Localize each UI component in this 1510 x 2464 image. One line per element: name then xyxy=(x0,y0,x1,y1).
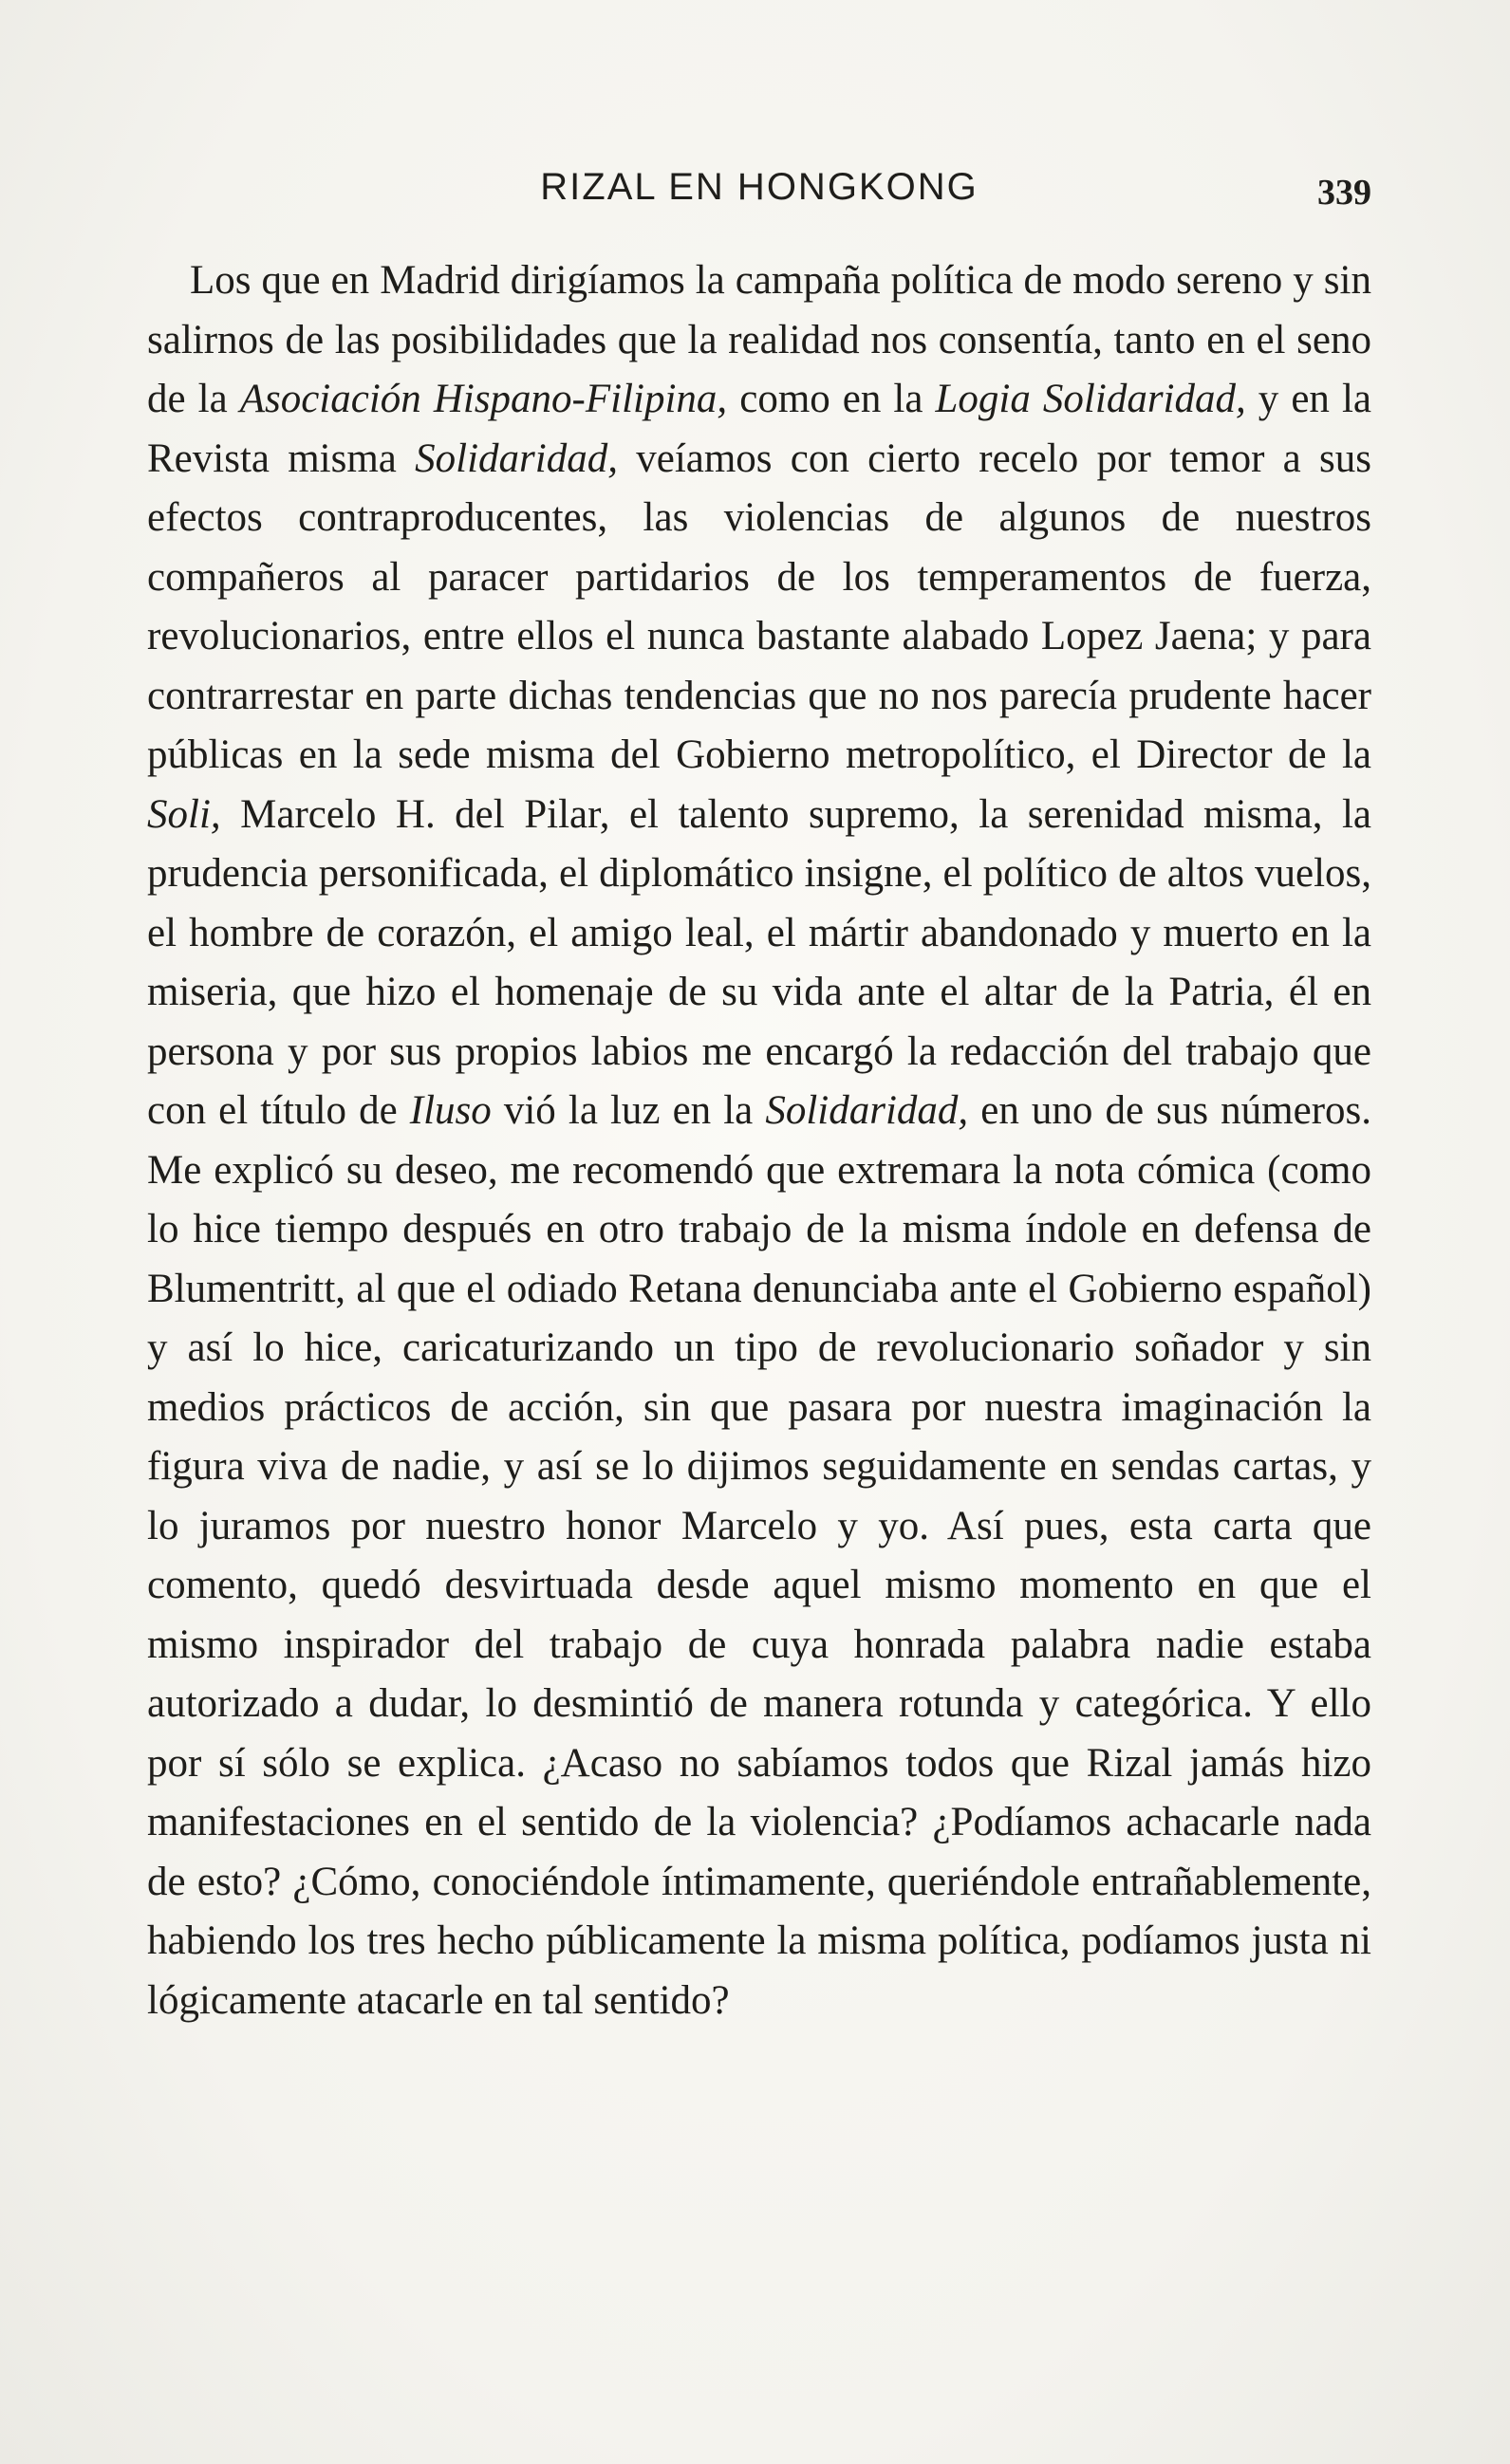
page-number: 339 xyxy=(1317,173,1371,213)
text-run: vió la luz en la xyxy=(491,1088,766,1133)
text-run: Marcelo H. del Pilar, el talento supremo, la serenidad misma, la prudencia personificada, el diplomático insigne, el político de altos vuelos, el hombre de corazón, el amigo leal, el mártir abandonado y muerto en la miseria, que hizo el homenaje de su vida ante el altar de la Patria, él en persona y por sus propios labios me encargó la redacción del trabajo que con el título de xyxy=(147,791,1371,1133)
running-head xyxy=(147,166,1371,223)
italic-title-soli: Soli, xyxy=(147,791,221,837)
running-title: RIZAL EN HONGKONG xyxy=(540,166,979,208)
text-run: en uno de sus números. Me explicó su deseo, me recomendó que extremara la nota cómica (como lo hice tiempo después en otro trabajo de la misma índole en defensa de Blumentritt, al que el odiado Retana denunciaba ante el Gobierno español) y así lo hice, caricaturizando un tipo de revolucionario soñador y sin medios prácticos de acción, sin que pasara por nuestra imaginación la figura viva de nadie, y así se lo dijimos seguidamente en sendas cartas, y lo juramos por nuestro honor Marcelo y yo. Así pues, esta carta que comento, quedó desvirtuada desde aquel mismo momento en que el mismo inspirador del trabajo de cuya honrada palabra nadie estaba autorizado a dudar, lo desmintió de manera rotunda y categórica. Y ello por sí sólo se explica. ¿Acaso no sabíamos todos que Rizal jamás hizo manifestaciones en el sentido de la violencia? ¿Podíamos achacarle nada de esto? ¿Cómo, conociéndole íntimamente, queriéndole entrañablemente, habiendo los tres hecho públicamente la misma política, podíamos justa ni lógicamente atacarle en tal sentido? xyxy=(147,1088,1371,2023)
text-run: veíamos con cierto recelo por temor a sus efectos contraproducentes, las violencias de algunos de nuestros compañeros al paracer partidarios de los temperamentos de fuerza, revolucionarios, entre ellos el nunca bastante alabado Lopez Jaena; y para contrarrestar en parte dichas tendencias que no nos parecía prudente hacer públicas en la sede misma del Gobierno metropolítico, el Director de la xyxy=(147,435,1371,777)
italic-title-logia: Logia Solidaridad, xyxy=(935,377,1246,421)
text-run: como en la xyxy=(727,377,936,421)
text-run: y en la Revista misma xyxy=(147,377,1371,481)
body-paragraph xyxy=(147,251,1371,2030)
italic-title-asociacion: Asociación Hispano-Filipina, xyxy=(239,377,728,421)
italic-title-iluso: Iluso xyxy=(409,1088,492,1133)
italic-title-solidaridad-2: Solidaridad, xyxy=(765,1088,969,1133)
italic-title-solidaridad: Solidaridad, xyxy=(415,435,618,481)
text-run: Los que en Madrid dirigíamos la campaña política de modo sereno y sin salirnos de las posibilidades que la realidad nos consentía, tanto en el seno de la xyxy=(147,258,1371,421)
